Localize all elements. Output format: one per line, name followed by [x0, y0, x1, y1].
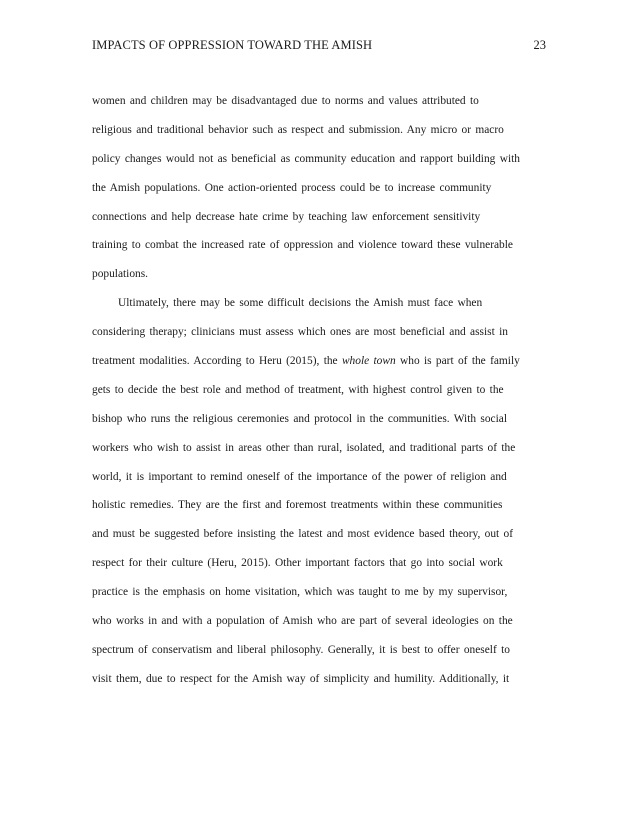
- text-line: considering therapy; clinicians must assess which ones are most beneficial and assist in: [92, 326, 508, 339]
- text-line: gets to decide the best role and method of treatment, with highest control given to the: [92, 383, 504, 396]
- text-line: spectrum of conservatism and liberal philosophy. Generally, it is best to offer oneself to: [92, 643, 510, 656]
- text-line: women and children may be disadvantaged due to norms and values attributed to: [92, 95, 479, 107]
- body-text: [92, 93, 532, 700]
- text-line: holistic remedies. They are the first and foremost treatments within these communities: [92, 499, 503, 512]
- page-number: 23: [533, 38, 546, 52]
- text-line: populations.: [92, 268, 149, 281]
- paragraph-first-line: Ultimately, there may be some difficult decisions the Amish must face when: [118, 297, 483, 310]
- text-line: workers who wish to assist in areas other than rural, isolated, and traditional parts of the: [92, 441, 516, 454]
- text-line: world, it is important to remind oneself of the importance of the power of religion and: [92, 470, 507, 483]
- text-line: visit them, due to respect for the Amish way of simplicity and humility. Additionally, it: [92, 672, 510, 685]
- text-line: respect for their culture (Heru, 2015). Other important factors that go into social work: [92, 557, 503, 570]
- text-line: the Amish populations. One action-oriented process could be to increase community: [92, 181, 492, 194]
- text-line-with-italic: [92, 353, 532, 382]
- text-line: who works in and with a population of Amish who are part of several ideologies on the: [92, 615, 513, 628]
- text-line: training to combat the increased rate of oppression and violence toward these vulnerable: [92, 239, 513, 252]
- text-line: policy changes would not as beneficial as community education and rapport building with: [92, 152, 520, 165]
- text-line: and must be suggested before insisting the latest and most evidence based theory, out of: [92, 528, 514, 541]
- running-head: [92, 36, 546, 54]
- text-line: connections and help decrease hate crime by teaching law enforcement sensitivity: [92, 210, 481, 223]
- running-head-title: IMPACTS OF OPPRESSION TOWARD THE AMISH: [92, 38, 373, 52]
- text-run: treatment modalities. According to Heru (2015), the: [92, 355, 342, 368]
- text-line: bishop who runs the religious ceremonies and protocol in the communities. With social: [92, 412, 507, 425]
- text-run: who is part of the family: [395, 355, 520, 368]
- text-line: religious and traditional behavior such as respect and submission. Any micro or macro: [92, 123, 504, 136]
- italic-phrase: whole town: [341, 355, 396, 368]
- text-line: practice is the emphasis on home visitation, which was taught to me by my supervisor,: [92, 586, 508, 599]
